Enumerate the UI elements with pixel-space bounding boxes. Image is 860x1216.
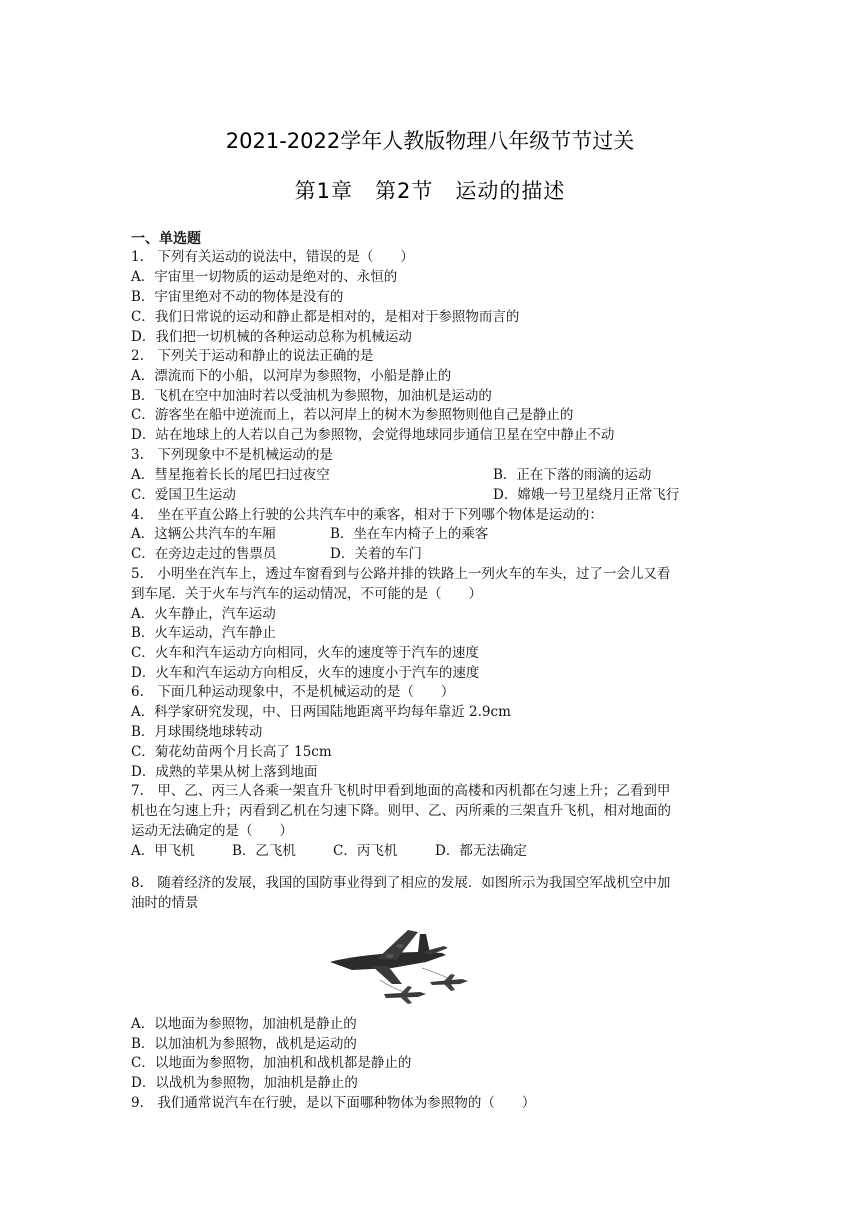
q1-option-d: D．我们把一切机械的各种运动总称为机械运动 (131, 329, 412, 345)
chapter-subtitle: 第1章 第2节 运动的描述 (294, 179, 566, 203)
q3-option-a: A．彗星拖着长长的尾巴扫过夜空 (131, 467, 330, 483)
q4-option-c: C．在旁边走过的售票员 (131, 546, 277, 562)
q3-option-b: B．正在下落的雨滴的运动 (493, 467, 652, 483)
q8-option-d: D．以战机为参照物，加油机是静止的 (131, 1075, 358, 1091)
q1-stem: 1. 下列有关运动的说法中，错误的是（ ） (131, 249, 414, 265)
q7-option-d: D．都无法确定 (435, 843, 527, 859)
section-heading: 一、单选题 (131, 231, 201, 247)
q3-option-c: C．爱国卫生运动 (131, 487, 236, 503)
q5-option-a: A．火车静止，汽车运动 (131, 606, 276, 622)
q6-option-c: C．菊花幼苗两个月长高了 15cm (131, 744, 332, 760)
q1-option-c: C．我们日常说的运动和静止都是相对的，是相对于参照物而言的 (131, 309, 520, 325)
q5-option-b: B．火车运动，汽车静止 (131, 625, 276, 641)
q1-option-b: B．宇宙里绝对不动的物体是没有的 (131, 289, 344, 305)
q2-stem: 2. 下列关于运动和静止的说法正确的是 (131, 348, 374, 364)
q5-stem-line1: 5. 小明坐在汽车上，透过车窗看到与公路并排的铁路上一列火车的车头，过了一会儿又看 (131, 566, 671, 582)
q4-option-b: B．坐在车内椅子上的乘客 (330, 526, 489, 542)
q6-stem: 6. 下面几种运动现象中，不是机械运动的是（ ） (131, 684, 455, 700)
q5-option-c: C．火车和汽车运动方向相同，火车的速度等于汽车的速度 (131, 645, 479, 661)
q7-option-a: A．甲飞机 (131, 843, 195, 859)
q7-stem-line2: 机也在匀速上升；丙看到乙机在匀速下降。则甲、乙、丙所乘的三架直升飞机，相对地面的 (131, 803, 671, 819)
q5-stem-line2: 到车尾．关于火车与汽车的运动情况，不可能的是（ ） (131, 586, 482, 602)
q7-stem-line3: 运动无法确定的是（ ） (131, 823, 293, 839)
q4-stem: 4. 坐在平直公路上行驶的公共汽车中的乘客，相对于下列哪个物体是运动的： (131, 507, 603, 523)
q6-option-b: B．月球围绕地球转动 (131, 724, 263, 740)
q2-option-b: B．飞机在空中加油时若以受油机为参照物，加油机是运动的 (131, 388, 492, 404)
document-title: 2021-2022学年人教版物理八年级节节过关 (225, 129, 635, 153)
q8-option-b: B．以加油机为参照物，战机是运动的 (131, 1036, 357, 1052)
q8-option-a: A．以地面为参照物，加油机是静止的 (131, 1016, 357, 1032)
q7-option-b: B．乙飞机 (232, 843, 296, 859)
q1-option-a: A．宇宙里一切物质的运动是绝对的、永恒的 (131, 269, 398, 285)
q2-option-d: D．站在地球上的人若以自己为参照物，会觉得地球同步通信卫星在空中静止不动 (131, 427, 615, 443)
q6-option-d: D．成熟的苹果从树上落到地面 (131, 764, 318, 780)
q4-option-d: D．关着的车门 (330, 546, 422, 562)
q9-stem: 9. 我们通常说汽车在行驶，是以下面哪种物体为参照物的（ ） (131, 1095, 536, 1111)
q4-option-a: A．这辆公共汽车的车厢 (131, 526, 276, 542)
q5-option-d: D．火车和汽车运动方向相反，火车的速度小于汽车的速度 (131, 665, 480, 681)
q2-option-a: A．漂流而下的小船，以河岸为参照物，小船是静止的 (131, 368, 452, 384)
aerial-refueling-planes-icon (322, 922, 472, 1010)
q2-option-c: C．游客坐在船中逆流而上，若以河岸上的树木为参照物则他自己是静止的 (131, 407, 574, 423)
q6-option-a: A．科学家研究发现，中、日两国陆地距离平均每年靠近 2.9cm (131, 704, 511, 720)
q7-stem-line1: 7. 甲、乙、丙三人各乘一架直升飞机时甲看到地面的高楼和丙机都在匀速上升；乙看到甲 (131, 783, 671, 799)
q3-option-d: D．嫦娥一号卫星绕月正常飞行 (493, 487, 680, 503)
q8-option-c: C．以地面为参照物，加油机和战机都是静止的 (131, 1055, 412, 1071)
q8-stem-line2: 油时的情景 (131, 895, 199, 911)
q8-stem-line1: 8. 随着经济的发展，我国的国防事业得到了相应的发展．如图所示为我国空军战机空中加 (131, 875, 671, 891)
q7-option-c: C．丙飞机 (333, 843, 398, 859)
q3-stem: 3. 下列现象中不是机械运动的是 (131, 447, 333, 463)
